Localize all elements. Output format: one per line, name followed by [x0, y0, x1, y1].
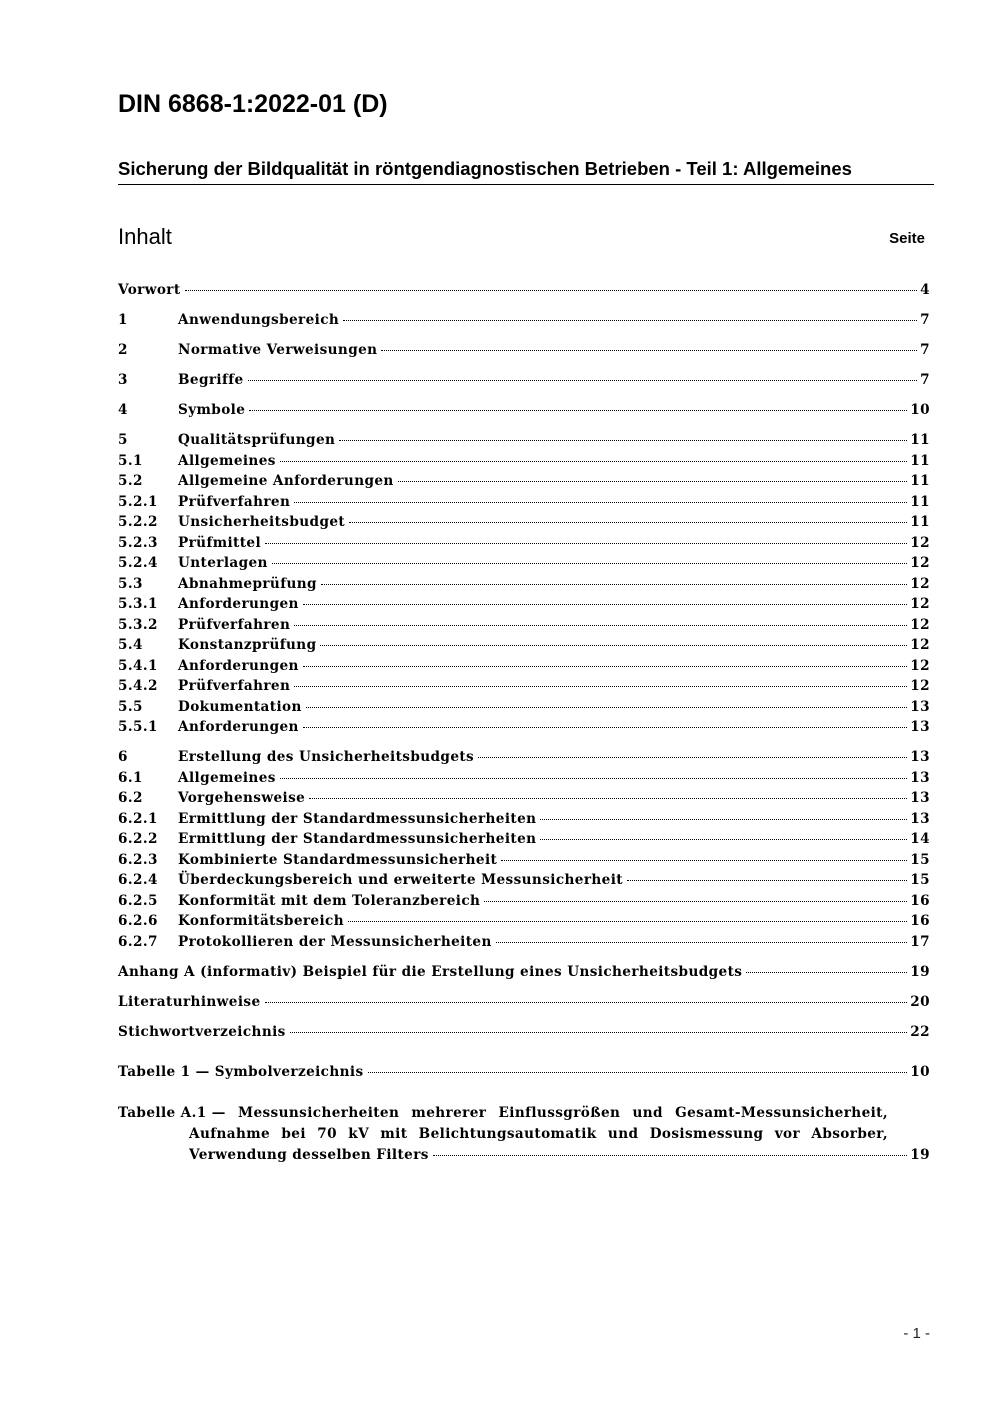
toc-entry-page: 7: [920, 372, 930, 388]
toc-entry-number: 5.4.1: [118, 657, 158, 674]
toc-entry-page: 11: [910, 514, 930, 530]
toc-entry[interactable]: [118, 962, 930, 983]
toc-entry-title: [178, 911, 910, 932]
toc-entry-number: 5.5: [118, 698, 143, 715]
document-title: DIN 6868-1:2022-01 (D): [118, 90, 388, 118]
toc-entry-number: 6.2: [118, 790, 143, 806]
toc-entry-page: 12: [910, 534, 930, 551]
toc-entry-number: 4: [118, 402, 128, 418]
toc-entry[interactable]: [118, 697, 930, 718]
toc-entry[interactable]: [118, 635, 930, 656]
dot-leader: [478, 757, 907, 758]
document-subtitle: Sicherung der Bildqualität in röntgendiagnostischen Betrieben - Teil 1: Allgemeines: [118, 158, 934, 185]
toc-entry[interactable]: [118, 656, 930, 677]
toc-entry-label: Allgemeines: [178, 452, 276, 469]
dot-leader: [306, 707, 908, 708]
toc-entry-label: Anhang A (informativ) Beispiel für die Erstellung eines Unsicherheitsbudgets: [118, 963, 743, 980]
toc-entry-page: 13: [910, 719, 930, 735]
dot-leader: [433, 1155, 907, 1156]
toc-entry-title: [118, 1022, 910, 1043]
dot-leader: [290, 1032, 908, 1033]
toc-entry-label: Ermittlung der Standardmessunsicherheiten: [178, 810, 537, 827]
toc-entry-page: 11: [910, 473, 930, 489]
toc-entry-number: 1: [118, 312, 128, 328]
toc-entry[interactable]: [118, 553, 930, 574]
toc-entry-number: 5.4: [118, 637, 143, 653]
toc-entry[interactable]: [118, 992, 930, 1013]
toc-entry[interactable]: [118, 788, 930, 809]
toc-entry-label: Anforderungen: [178, 719, 299, 735]
toc-entry[interactable]: [118, 615, 930, 636]
toc-entry-title: [178, 574, 910, 595]
toc-entry-label: Prüfverfahren: [178, 493, 291, 510]
toc-entry[interactable]: [118, 717, 930, 738]
toc-entry-page: 15: [910, 872, 930, 888]
toc-entry-title: [178, 788, 910, 809]
toc-entry[interactable]: [118, 451, 930, 472]
toc-entry[interactable]: [118, 891, 930, 912]
toc-entry-number: 5.4.2: [118, 678, 158, 694]
toc-entry-title: [118, 992, 910, 1013]
toc-entry-label: Konformitätsbereich: [178, 913, 344, 929]
toc-entry-page: 12: [910, 596, 930, 612]
toc-entry-label: Vorgehensweise: [178, 790, 306, 806]
toc-entry-label: Normative Verweisungen: [178, 342, 378, 358]
toc-entry[interactable]: [118, 747, 930, 768]
toc-entry-page: 12: [910, 555, 930, 571]
dot-leader: [303, 666, 907, 667]
dot-leader: [501, 860, 907, 861]
toc-entry-number: 5.3.1: [118, 596, 158, 612]
toc-entry-title: [178, 533, 910, 554]
toc-entry-number: 6.2.4: [118, 872, 158, 888]
toc-entry-label: Allgemeines: [178, 769, 276, 786]
dot-leader: [303, 727, 907, 728]
toc-entry-number: 5: [118, 432, 128, 448]
toc-entry-label: Anwendungsbereich: [178, 312, 340, 328]
toc-entry-number: 5.2.4: [118, 555, 158, 571]
toc-entry-number: 2: [118, 342, 128, 358]
toc-entry-page: 11: [910, 432, 930, 448]
toc-entry-label: Ermittlung der Standardmessunsicherheiten: [178, 831, 537, 847]
toc-entry-title: [118, 962, 910, 983]
toc-entry-title: [178, 430, 910, 451]
toc-page-column-label: Seite: [889, 230, 925, 247]
toc-entry-title: [178, 400, 910, 421]
toc-line: [118, 1124, 930, 1145]
dot-leader: [484, 901, 907, 902]
toc-entry[interactable]: [118, 1022, 930, 1043]
toc-entry-page: 13: [910, 769, 930, 786]
dot-leader: [348, 921, 907, 922]
toc-entry-title: [178, 451, 910, 472]
toc-entry-page: 10: [910, 1064, 930, 1080]
toc-entry-number: 5.2: [118, 473, 143, 489]
toc-entry-label: Begriffe: [178, 372, 244, 388]
toc-entry-title: [178, 717, 910, 738]
toc-entry[interactable]: [118, 911, 930, 932]
toc-entry-title: [178, 850, 910, 871]
toc-entry-page: 13: [910, 790, 930, 806]
toc-entry-number: 6.2.3: [118, 851, 158, 868]
toc-entry-label: Konformität mit dem Toleranzbereich: [178, 892, 481, 909]
dot-leader: [294, 686, 907, 687]
dot-leader: [185, 290, 918, 291]
toc-entry-page: 19: [910, 963, 930, 980]
toc-entry-page: 19: [910, 1146, 930, 1163]
dot-leader: [540, 819, 907, 820]
toc-entry-number: 5.5.1: [118, 719, 158, 735]
toc-entry-label: Verwendung desselben Filters: [189, 1146, 429, 1163]
toc-entry-number: 3: [118, 372, 128, 388]
toc-entry-page: 12: [910, 616, 930, 633]
toc-entry-title: [178, 747, 910, 768]
dot-leader: [249, 410, 907, 411]
toc-entry-title: [178, 370, 920, 391]
toc-entry-number: Tabelle A.1 —: [118, 1104, 226, 1121]
toc-entry-label: Prüfmittel: [178, 534, 262, 551]
dot-leader: [540, 839, 907, 840]
toc-entry[interactable]: [118, 932, 930, 953]
toc-entry[interactable]: [118, 471, 930, 492]
dot-leader: [294, 502, 907, 503]
toc-entry-title: [178, 932, 910, 953]
toc-entry-title: [178, 870, 910, 891]
toc-entry-label: Konstanzprüfung: [178, 637, 317, 653]
toc-entry-title: [178, 340, 920, 361]
toc-entry-label: Dokumentation: [178, 698, 302, 715]
toc-entry[interactable]: [118, 512, 930, 533]
toc-entry[interactable]: [118, 430, 930, 451]
dot-leader: [309, 798, 907, 799]
toc-entry[interactable]: [118, 340, 930, 361]
toc-entry-page: 13: [910, 698, 930, 715]
toc-entry-page: 10: [910, 402, 930, 418]
toc-entry-label: Messunsicherheiten mehrerer Einflussgrößen und Gesamt-Messunsicherheit,: [238, 1104, 888, 1121]
toc-entry[interactable]: [118, 492, 930, 513]
toc-entry-title: [178, 829, 910, 850]
dot-leader: [349, 522, 907, 523]
toc-entry-page: 12: [910, 637, 930, 653]
toc-entry-number: 5.1: [118, 452, 143, 469]
toc-line: [118, 1145, 930, 1166]
toc-heading: Inhalt: [118, 224, 172, 249]
page-number: - 1 -: [903, 1325, 930, 1342]
toc-entry[interactable]: [118, 533, 930, 554]
toc-entry[interactable]: [118, 594, 930, 615]
toc-entry-page: 7: [920, 312, 930, 328]
toc-table-entry-a1[interactable]: [118, 1103, 930, 1166]
toc-entry-page: 22: [910, 1023, 930, 1040]
toc-entry-number: 6.2.2: [118, 831, 158, 847]
toc-entry-page: 17: [910, 933, 930, 950]
toc-entry-title: [178, 615, 910, 636]
toc-entry-page: 20: [910, 993, 930, 1010]
toc-entry-page: 12: [910, 678, 930, 694]
toc-entry-page: 7: [920, 342, 930, 358]
toc-entry-page: 12: [910, 575, 930, 592]
toc-entry-title: [178, 471, 910, 492]
toc-entry[interactable]: [118, 310, 930, 331]
toc-entry-title: [178, 512, 910, 533]
dot-leader: [303, 604, 907, 605]
toc-entry-title: [118, 280, 920, 301]
dot-leader: [627, 880, 907, 881]
dot-leader: [265, 1002, 908, 1003]
toc-entry-number: 6.2.6: [118, 913, 158, 929]
toc-entry[interactable]: [118, 829, 930, 850]
toc-table-entry[interactable]: [118, 1062, 930, 1083]
toc-entry-label: Überdeckungsbereich und erweiterte Messunsicherheit: [178, 872, 623, 888]
dot-leader: [280, 778, 907, 779]
toc-entry-number: 5.3.2: [118, 616, 158, 633]
toc-entry-label: Literaturhinweise: [118, 993, 261, 1010]
toc-entry-page: 4: [920, 282, 930, 298]
toc-entry-label: Prüfverfahren: [178, 616, 291, 633]
toc-entry-number: 5.2.1: [118, 493, 158, 510]
dot-leader: [321, 584, 907, 585]
toc-entry-title: [178, 594, 910, 615]
toc-line: [118, 1103, 930, 1124]
dot-leader: [320, 645, 907, 646]
toc-entry-page: 11: [910, 452, 930, 469]
dot-leader: [248, 380, 918, 381]
toc-entry-title: [178, 676, 910, 697]
toc-entry-title: [178, 768, 910, 789]
toc-entry[interactable]: [118, 850, 930, 871]
toc-entry-label: Unterlagen: [178, 555, 268, 571]
dot-leader: [496, 942, 908, 943]
toc-entry[interactable]: [118, 574, 930, 595]
toc-entry-label: Tabelle 1 — Symbolverzeichnis: [118, 1064, 364, 1080]
toc-entry[interactable]: [118, 676, 930, 697]
toc-entry-page: 13: [910, 749, 930, 765]
toc-entry-number: 5.2.2: [118, 514, 158, 530]
toc-entry[interactable]: [118, 280, 930, 301]
toc-entry-title: [178, 891, 910, 912]
toc-entry-number: 6.1: [118, 769, 143, 786]
toc-entry-title: [178, 553, 910, 574]
toc-entry-page: 16: [910, 892, 930, 909]
toc-entry-label: Anforderungen: [178, 596, 299, 612]
toc-entry-number: 5.3: [118, 575, 143, 592]
dot-leader: [272, 563, 907, 564]
toc-entry-number: 6.2.7: [118, 933, 158, 950]
toc-entry[interactable]: [118, 870, 930, 891]
toc-entry[interactable]: [118, 400, 930, 421]
toc-entry-label: Aufnahme bei 70 kV mit Belichtungsautomatik und Dosismessung vor Absorber,: [189, 1125, 888, 1142]
toc-entry-label: Vorwort: [118, 282, 181, 298]
toc-entry-number: 6.2.1: [118, 810, 158, 827]
dot-leader: [746, 972, 907, 973]
toc-entry-label: Stichwortverzeichnis: [118, 1023, 286, 1040]
toc-entry-label: Anforderungen: [178, 657, 299, 674]
toc-entry-label: Abnahmeprüfung: [178, 575, 317, 592]
dot-leader: [280, 461, 907, 462]
toc-entry-page: 12: [910, 657, 930, 674]
toc-entry-title: [178, 656, 910, 677]
toc-entry-number: 6.2.5: [118, 892, 158, 909]
toc-entry-label: Qualitätsprüfungen: [178, 432, 336, 448]
toc-entry-label: Allgemeine Anforderungen: [178, 473, 394, 489]
toc-entry-title: [118, 1062, 910, 1083]
toc-entry-label: Symbole: [178, 402, 246, 418]
toc-entry-page: 11: [910, 493, 930, 510]
toc-entry-label: Prüfverfahren: [178, 678, 291, 694]
dot-leader: [368, 1072, 908, 1073]
dot-leader: [294, 625, 907, 626]
toc-entry-page: 13: [910, 810, 930, 827]
toc-entry-label: Unsicherheitsbudget: [178, 514, 346, 530]
toc-entry[interactable]: [118, 768, 930, 789]
toc-entry-number: 5.2.3: [118, 534, 158, 551]
table-of-contents: [118, 280, 930, 1166]
toc-entry-label: Protokollieren der Messunsicherheiten: [178, 933, 492, 950]
toc-entry-page: 16: [910, 913, 930, 929]
dot-leader: [343, 320, 917, 321]
toc-entry-title: [178, 697, 910, 718]
toc-entry-page: 15: [910, 851, 930, 868]
toc-entry-page: 14: [910, 831, 930, 847]
toc-entry-title: [178, 492, 910, 513]
toc-entry-number: 6: [118, 749, 128, 765]
toc-entry-label: Erstellung des Unsicherheitsbudgets: [178, 749, 475, 765]
toc-entry[interactable]: [118, 370, 930, 391]
toc-entry-label: Kombinierte Standardmessunsicherheit: [178, 851, 498, 868]
toc-entry-title: [178, 635, 910, 656]
toc-entry-title: [178, 809, 910, 830]
dot-leader: [339, 440, 907, 441]
toc-entry-title: [178, 310, 920, 331]
dot-leader: [265, 543, 907, 544]
dot-leader: [398, 481, 908, 482]
dot-leader: [381, 350, 917, 351]
toc-entry[interactable]: [118, 809, 930, 830]
